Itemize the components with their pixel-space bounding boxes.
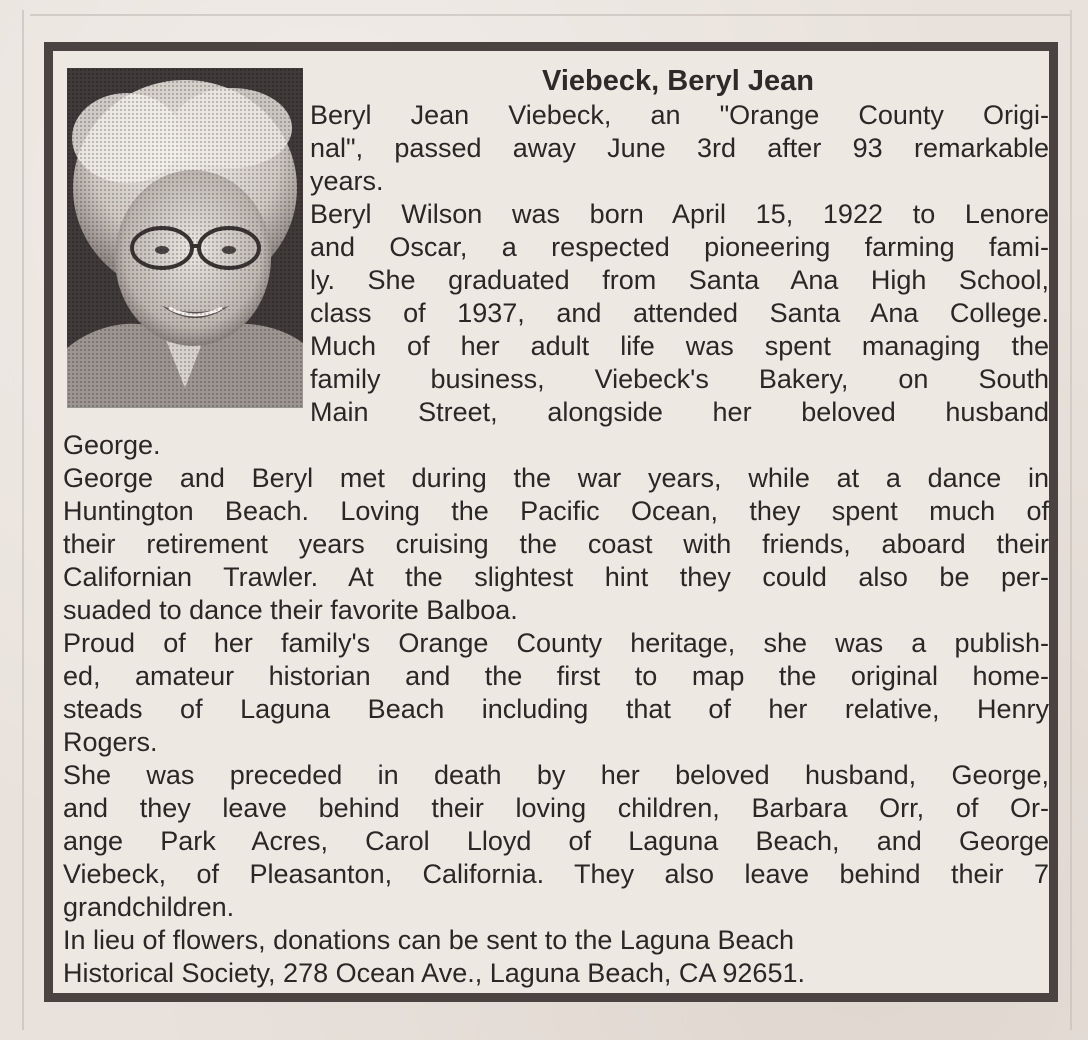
text-line: ange Park Acres, Carol Lloyd of Laguna Beach, and George [63,826,1049,856]
text-line: and Oscar, a respected pioneering farming fami- [310,232,1049,262]
text-line: In lieu of flowers, donations can be sent to the Laguna Beach [63,925,795,955]
obituary-notice [44,42,1058,1002]
obituary-body [63,99,1049,990]
text-line: Californian Trawler. At the slightest hint they could also be per- [63,562,1049,592]
text-line: She was preceded in death by her beloved husband, George, [63,760,1049,790]
text-line: ly. She graduated from Santa Ana High School, [310,265,1049,295]
text-line: grandchildren. [63,892,235,922]
text-line: Beryl Jean Viebeck, an "Orange County Origi- [310,100,1049,130]
text-line: Rogers. [63,727,158,757]
text-line: and they leave behind their loving children, Barbara Orr, of Or- [63,793,1049,823]
text-line: Much of her adult life was spent managing the [310,331,1049,361]
text-line: George and Beryl met during the war years, while at a dance in [63,463,1049,493]
text-line: George. [63,430,161,460]
text-line: nal", passed away June 3rd after 93 remarkable [310,133,1049,163]
text-line: ed, amateur historian and the first to map the original home- [63,661,1049,691]
text-line: class of 1937, and attended Santa Ana College. [310,298,1049,328]
column-rule [22,10,24,1030]
text-line: Viebeck, of Pleasanton, California. They also leave behind their 7 [63,859,1049,889]
text-line: their retirement years cruising the coast with friends, aboard their [63,529,1049,559]
obituary-title: Viebeck, Beryl Jean [542,65,814,97]
text-line: family business, Viebeck's Bakery, on South [310,364,1049,394]
column-rule [1070,10,1072,1030]
text-line: Huntington Beach. Loving the Pacific Ocean, they spent much of [63,496,1049,526]
text-line: Beryl Wilson was born April 15, 1922 to Lenore [310,199,1049,229]
top-rule [30,14,1070,16]
text-line: Main Street, alongside her beloved husband [310,397,1049,427]
text-line: suaded to dance their favorite Balboa. [63,595,518,625]
text-line: steads of Laguna Beach including that of her relative, Henry [63,694,1049,724]
text-line: Historical Society, 278 Ocean Ave., Laguna Beach, CA 92651. [63,958,805,988]
text-line: Proud of her family's Orange County heritage, she was a publish- [63,628,1049,658]
text-line: years. [310,166,384,196]
